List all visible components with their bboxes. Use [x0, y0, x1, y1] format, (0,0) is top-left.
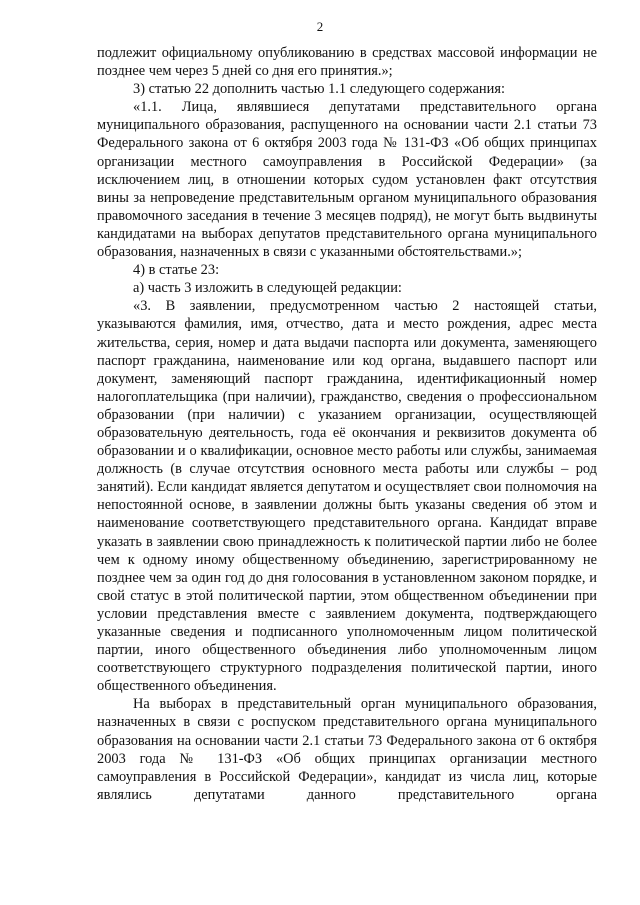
paragraph: «3. В заявлении, предусмотренном частью 2 настоящей статьи, указываются фамилия, имя, отчество, дата и место рождения, адрес места жительства, серия, номер и дата выдачи паспорта или документа, заменяющего паспорт гражданина, наименование или код органа, выдавшего паспорт или документ, заменяющий паспорт гражданина, идентификационный номер налогоплательщика (при наличии), гражданство, сведения о профессиональном образовании (при наличии) с указанием организации, осуществляющей образовательную деятельность, года её окончания и реквизитов документа об образовании и о квалификации, основное место работы или службы, занимаемая должность (в случае отсутствия основного места работы или службы – род занятий). Если кандидат является депутатом и осуществляет свои полномочия на непостоянной основе, в заявлении должны быть указаны сведения об этом и наименование соответствующего представительного органа. Кандидат вправе указать в заявлении свою принадлежность к политической партии либо не более чем к одному иному общественному объединению, зарегистрированному не позднее чем за один год до дня голосования в установленном законом порядке, и свой статус в этой политической партии, этом общественном объединении при условии представления вместе с заявлением документа, подтверждающего указанные сведения и подписанного уполномоченным лицом политической партии, иного общественного объединения либо уполномоченным лицом соответствующего структурного подразделения политической партии, иного общественного объединения. [97, 298, 597, 695]
paragraph: «1.1. Лица, являвшиеся депутатами представительного органа муниципального образования, распущенного на основании части 2.1 статьи 73 Федерального закона от 6 октября 2003 года № 131-ФЗ «Об общих принципах организации местного самоуправления в Российской Федерации» (за исключением лиц, в отношении которых судом установлен факт отсутствия вины за непроведение представительным органом муниципального образования правомочного заседания в течение 3 месяцев подряд), не могут быть выдвинуты кандидатами на выборах депутатов представительного органа муниципального образования, назначенных в связи с указанными обстоятельствами.»; [97, 99, 597, 261]
paragraph: подлежит официальному опубликованию в средствах массовой информации не позднее чем через 5 дней со дня его принятия.»; [97, 45, 597, 80]
page-number: 2 [316, 19, 324, 34]
document-body [97, 44, 597, 804]
paragraph: 4) в статье 23: [133, 262, 220, 279]
paragraph: а) часть 3 изложить в следующей редакции: [133, 280, 402, 297]
paragraph: 3) статью 22 дополнить частью 1.1 следующего содержания: [133, 81, 505, 98]
paragraph: На выборах в представительный орган муниципального образования, назначенных в связи с роспуском представительного органа муниципального образования на основании части 2.1 статьи 73 Федерального закона от 6 октября 2003 года № 131-ФЗ «Об общих принципах организации местного самоуправления в Российской Федерации», кандидат из числа лиц, которые являлись депутатами данного представительного органа [97, 696, 597, 803]
